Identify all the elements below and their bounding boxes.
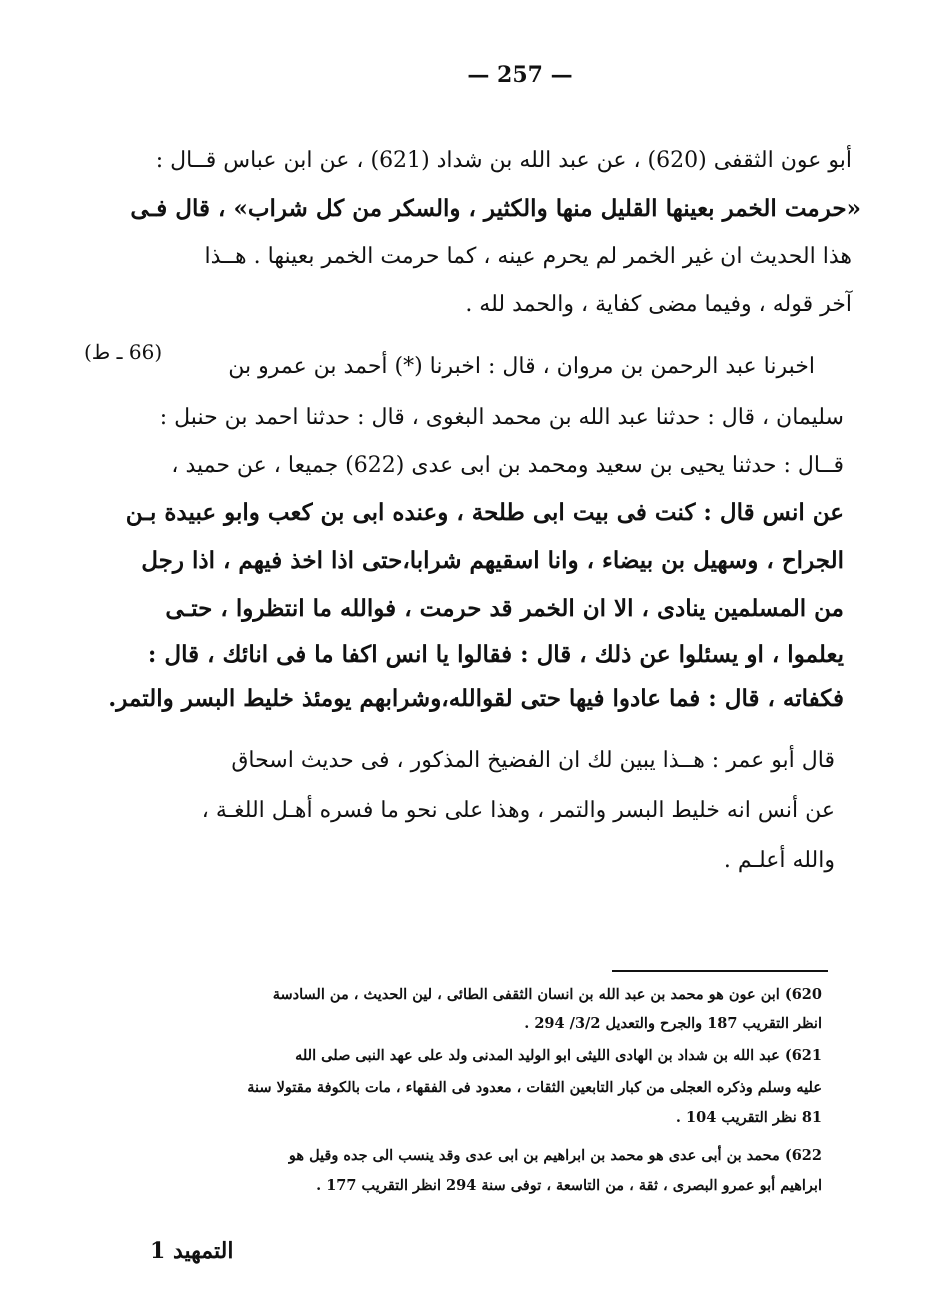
- footnote-line: ابراهيم أبو عمرو البصرى ، ثقة ، من التاسعة ، توفى سنة 294 انظر التقريب 177 .: [316, 1177, 822, 1194]
- text-line: هذا الحديث ان غير الخمر لم يحرم عينه ، كما حرمت الخمر بعينها . هــذا: [204, 244, 852, 269]
- footnote-line: 81 نظر التقريب 104 .: [675, 1109, 822, 1126]
- footnote-line: انظر التقريب 187 والجرح والتعديل 3/2/ 294 .: [524, 1015, 822, 1032]
- text-line: «حرمت الخمر بعينها القليل منها والكثير ، والسكر من كل شراب» ، قال فـى: [130, 195, 861, 222]
- text-line: يعلموا ، او يسئلوا عن ذلك ، قال : فقالوا يا انس اكفا ما فى انائك ، قال :: [147, 641, 844, 668]
- text-line: فكفاته ، قال : فما عادوا فيها حتى لقوالله،وشرابهم يومئذ خليط البسر والتمر.: [108, 685, 844, 712]
- text-line: من المسلمين ينادى ، الا ان الخمر قد حرمت ، فوالله ما انتظروا ، حتـى: [165, 595, 844, 622]
- text-line: قال أبو عمر : هــذا يبين لك ان الفضيخ المذكور ، فى حديث اسحاق: [231, 748, 835, 773]
- footnote-line: 622) محمد بن أبى عدى هو محمد بن ابراهيم بن ابى عدى وقد ينسب الى جده وقيل هو: [288, 1147, 822, 1164]
- text-line: اخبرنا عبد الرحمن بن مروان ، قال : اخبرنا (*) أحمد بن عمرو بن: [228, 354, 815, 379]
- text-line: آخر قوله ، وفيما مضى كفاية ، والحمد لله .: [465, 292, 852, 317]
- page-number: — 257 —: [467, 62, 573, 88]
- text-line: عن انس قال : كنت فى بيت ابى طلحة ، وعنده ابى بن كعب وابو عبيدة بـن: [125, 499, 844, 526]
- running-title: التمهيد 1: [150, 1238, 234, 1264]
- text-line: قــال : حدثنا يحيى بن سعيد ومحمد بن ابى عدى (622) جميعا ، عن حميد ،: [171, 453, 844, 478]
- text-line: والله أعلـم .: [723, 848, 835, 873]
- margin-reference: (66 ـ ط): [84, 340, 163, 364]
- footnote-line: 620) ابن عون هو محمد بن عبد الله بن انسان الثقفى الطائى ، لين الحديث ، من السادسة: [272, 986, 822, 1003]
- footnote-line: 621) عبد الله بن شداد بن الهادى الليثى ابو الوليد المدنى ولد على عهد النبى صلى الله: [295, 1047, 822, 1064]
- footnote-line: عليه وسلم وذكره العجلى من كبار التابعين الثقات ، معدود فى الفقهاء ، مات بالكوفة مقتولا سنة: [247, 1079, 822, 1096]
- text-line: أبو عون الثقفى (620) ، عن عبد الله بن شداد (621) ، عن ابن عباس قــال :: [155, 148, 852, 173]
- text-line: عن أنس انه خليط البسر والتمر ، وهذا على نحو ما فسره أهـل اللغـة ،: [201, 798, 835, 823]
- text-line: سليمان ، قال : حدثنا عبد الله بن محمد البغوى ، قال : حدثنا احمد بن حنبل :: [159, 405, 844, 430]
- footnote-separator: [612, 970, 828, 972]
- text-line: الجراح ، وسهيل بن بيضاء ، وانا اسقيهم شرابا،حتى اذا اخذ فيهم ، اذا رجل: [141, 547, 844, 574]
